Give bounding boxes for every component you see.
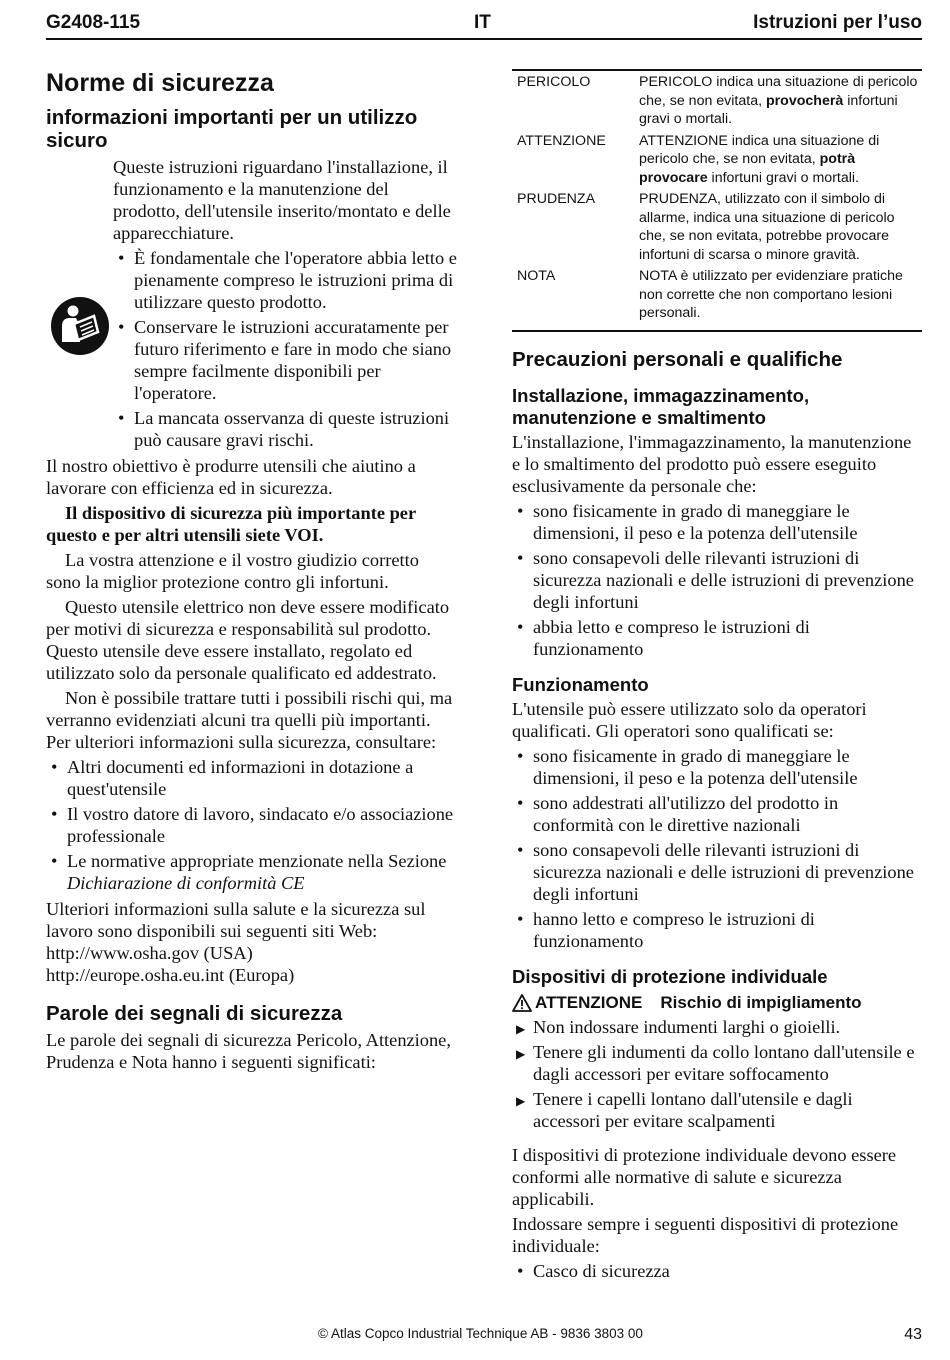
paragraph: Il nostro obiettivo è produrre utensili che aiutino a lavorare con efficienza ed in sicurezza. xyxy=(46,456,416,498)
list-item: • Altri documenti ed informazioni in dotazione a quest'utensile xyxy=(51,757,414,799)
page-header xyxy=(46,10,922,40)
table-row: ATTENZIONE ATTENZIONE indica una situazione di pericolo che, se non evitata, potrà provocare infortuni gravi o mortali. xyxy=(517,132,880,186)
list-item: • Casco di sicurezza xyxy=(517,1260,670,1281)
warning-label: ATTENZIONE xyxy=(535,992,643,1012)
sub-heading: Installazione, immagazzinamento, manutenzione e smaltimento xyxy=(512,384,810,428)
arrow-icon: ▶ xyxy=(516,1021,526,1036)
paragraph: L'utensile può essere utilizzato solo da operatori qualificati. Gli operatori sono qualificati se: xyxy=(512,698,867,741)
intro-bullet-list xyxy=(113,247,458,451)
paragraph: Ulteriori informazioni sulla salute e la sicurezza sul lavoro sono disponibili sui seguenti siti Web: xyxy=(46,899,426,941)
paragraph: Le parole dei segnali di sicurezza Pericolo, Attenzione, Prudenza e Nota hanno i seguenti significati: xyxy=(46,1030,451,1072)
table-row: NOTA NOTA è utilizzato per evidenziare pratiche non corrette che non comportano lesioni personali. xyxy=(517,268,903,321)
left-column xyxy=(46,62,458,1076)
right-column xyxy=(512,62,922,1286)
ppe-bullet-list xyxy=(512,1260,922,1282)
table-row: PRUDENZA PRUDENZA, utilizzato con il simbolo di allarme, indica una situazione di pericolo che, se non evitata, potrebbe provocare infortuni di scarsa o minore gravità. xyxy=(517,191,895,263)
list-item: ▶ Tenere i capelli lontano dall'utensile e dagli accessori per evitare scalpamenti xyxy=(516,1088,853,1131)
list-item: • sono fisicamente in grado di maneggiare le dimensioni, il peso e la potenza dell'utensile xyxy=(517,745,858,788)
list-item: • sono addestrati all'utilizzo del prodotto in conformità con le direttive nazionali xyxy=(517,792,839,835)
warning-risk: Rischio di impigliamento xyxy=(660,992,862,1012)
read-manual-icon xyxy=(50,296,110,356)
list-item: • Il vostro datore di lavoro, sindacato e/o associazione professionale xyxy=(51,804,454,846)
subsection-title: Precauzioni personali e qualifiche xyxy=(512,347,843,371)
paragraph: Indossare sempre i seguenti dispositivi di protezione individuale: xyxy=(512,1213,899,1256)
operation-bullet-list xyxy=(512,745,922,952)
header-title: Istruzioni per l’uso xyxy=(753,12,922,33)
intro-block xyxy=(113,156,458,451)
arrow-icon: ▶ xyxy=(516,1046,526,1061)
sub-heading: Dispositivi di protezione individuale xyxy=(512,965,828,987)
intro-paragraph: Queste istruzioni riguardano l'installazione, il funzionamento e la manutenzione del prodotto, dell'utensile inserito/montato e delle apparecchiature. xyxy=(113,157,451,243)
sub-heading: Funzionamento xyxy=(512,673,649,695)
paragraph: L'installazione, l'immagazzinamento, la manutenzione e lo smaltimento del prodotto può essere eseguito esclusivamente da personale che: xyxy=(512,431,912,496)
page-number: 43 xyxy=(904,1326,922,1343)
osha-link-usa[interactable]: http://www.osha.gov (USA) xyxy=(46,943,253,963)
list-item: • È fondamentale che l'operatore abbia letto e pienamente compreso le istruzioni prima di utilizzare questo prodotto. xyxy=(118,248,457,312)
list-item: • La mancata osservanza di queste istruzioni può causare gravi rischi. xyxy=(118,408,450,450)
ce-declaration-ref: Dichiarazione di conformità CE xyxy=(67,873,305,893)
warning-action-list xyxy=(512,1016,922,1132)
warning-line xyxy=(512,992,922,1014)
list-item: • sono consapevoli delle rilevanti istruzioni di sicurezza nazionali e delle istruzioni di prevenzione degli infortuni xyxy=(517,547,914,612)
subsection-title: informazioni importanti per un utilizzo sicuro xyxy=(46,106,418,152)
paragraph: Questo utensile elettrico non deve essere modificato per motivi di sicurezza e responsabilità sul prodotto. Questo utensile deve essere installato, regolato ed utilizzato solo da personale qualificato ed addestrato. xyxy=(46,597,450,683)
section-title: Norme di sicurezza xyxy=(46,69,274,97)
list-item: • Le normative appropriate menzionate nella Sezione Dichiarazione di conformità CE xyxy=(51,851,447,893)
language-code: IT xyxy=(474,12,491,33)
doc-code: G2408-115 xyxy=(46,12,141,33)
signal-words-table xyxy=(512,69,922,332)
reference-bullet-list xyxy=(46,756,458,894)
list-item: • hanno letto e compreso le istruzioni di funzionamento xyxy=(517,908,815,951)
copyright-text: © Atlas Copco Industrial Technique AB - 9836 3803 00 xyxy=(318,1326,643,1341)
arrow-icon: ▶ xyxy=(516,1093,526,1108)
paragraph: Non è possibile trattare tutti i possibili rischi qui, ma verranno evidenziati alcuni tra quelli più importanti. Per ulteriori informazioni sulla sicurezza, consultare: xyxy=(46,688,453,752)
paragraph-bold: Il dispositivo di sicurezza più importante per questo e per altri utensili siete VOI. xyxy=(46,503,416,545)
osha-link-europe[interactable]: http://europe.osha.eu.int (Europa) xyxy=(46,965,295,985)
paragraph: La vostra attenzione e il vostro giudizio corretto sono la miglior protezione contro gli infortuni. xyxy=(46,550,419,592)
install-bullet-list xyxy=(512,500,922,660)
list-item: • Conservare le istruzioni accuratamente per futuro riferimento e fare in modo che siano sempre facilmente disponibili per l'operatore. xyxy=(118,317,452,403)
table-row: PERICOLO PERICOLO indica una situazione di pericolo che, se non evitata, provocherà infortuni gravi o mortali. xyxy=(517,74,918,127)
list-item: • abbia letto e compreso le istruzioni di funzionamento xyxy=(517,616,810,659)
list-item: ▶ Tenere gli indumenti da collo lontano dall'utensile e dagli accessori per evitare soffocamento xyxy=(516,1041,915,1084)
list-item: ▶ Non indossare indumenti larghi o gioielli. xyxy=(512,1016,922,1038)
warning-triangle-icon xyxy=(512,994,532,1012)
paragraph: I dispositivi di protezione individuale devono essere conformi alle normative di salute e sicurezza applicabili. xyxy=(512,1144,897,1209)
subsection-title: Parole dei segnali di sicurezza xyxy=(46,1002,343,1025)
list-item: • sono fisicamente in grado di maneggiare le dimensioni, il peso e la potenza dell'utensile xyxy=(517,500,858,543)
list-item: • sono consapevoli delle rilevanti istruzioni di sicurezza nazionali e delle istruzioni di prevenzione degli infortuni xyxy=(517,839,914,904)
